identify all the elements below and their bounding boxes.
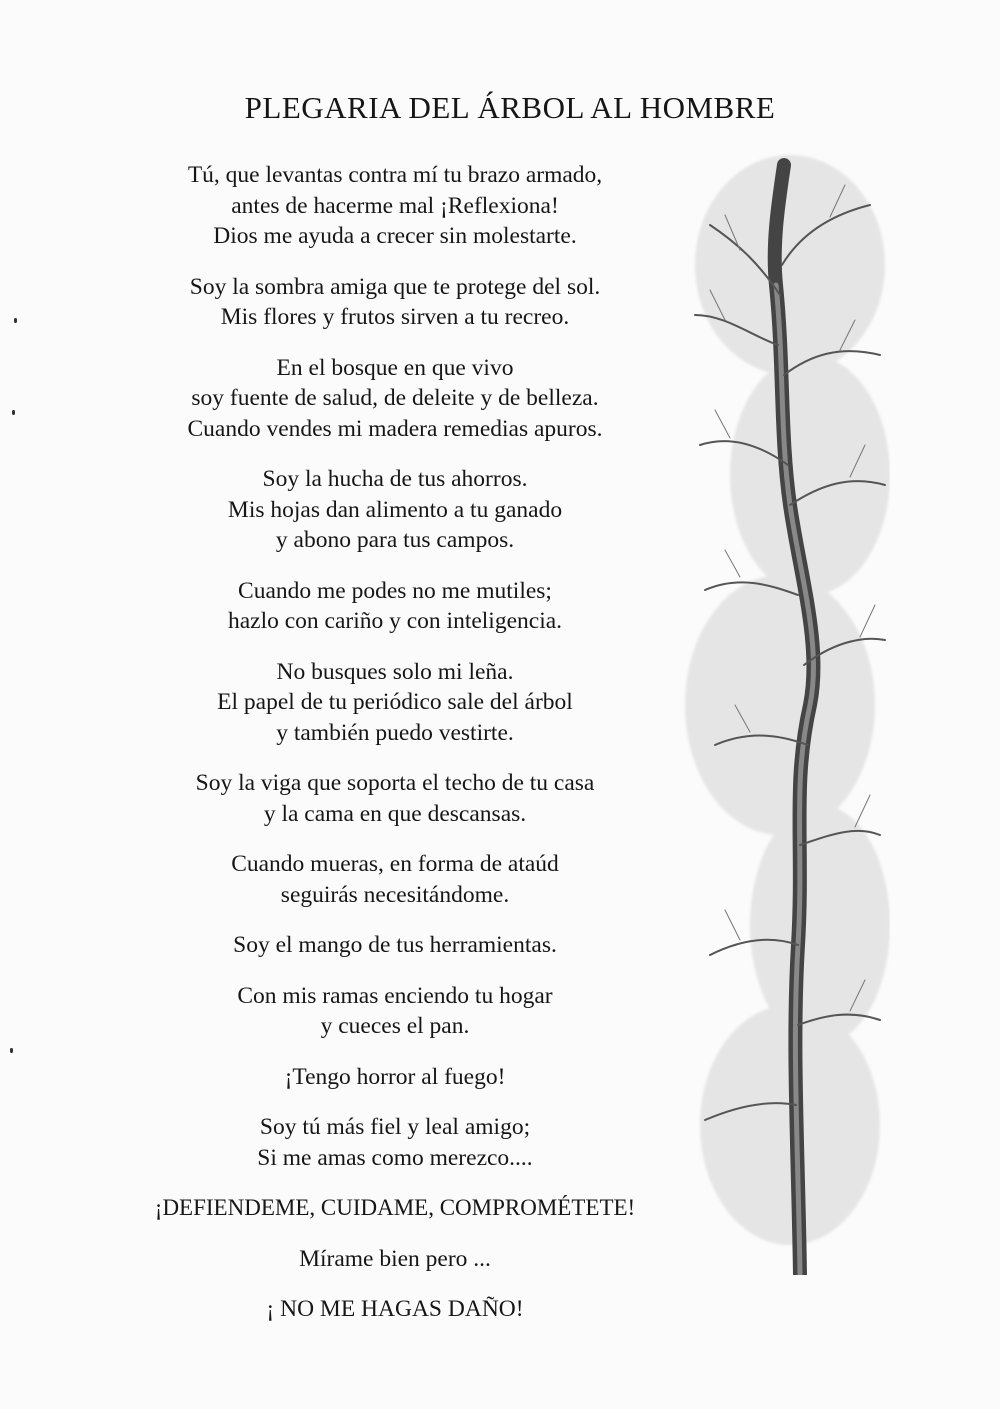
poem-line: Cuando vendes mi madera remedias apuros. [187,415,603,442]
stanza-6 [100,657,690,749]
poem-line: Soy la hucha de tus ahorros. [262,466,528,492]
stanza-10 [100,981,690,1042]
poem-line: Tú, que levantas contra mí tu brazo armado, [187,162,603,188]
stanza-9 [100,930,690,961]
speck [10,1048,13,1053]
stanza-15 [100,1294,690,1325]
poem-line: y también puedo vestirte. [276,719,514,746]
poem-line: Cuando mueras, en forma de ataúd [231,851,559,877]
poem-line: ¡Tengo horror al fuego! [284,1063,506,1090]
poem-line: Soy tú más fiel y leal amigo; [259,1114,531,1140]
poem-line: ¡DEFIENDEME, CUIDAME, COMPROMÉTETE! [154,1195,636,1220]
poem-line: antes de hacerme mal ¡Reflexiona! [231,192,559,219]
poem-line: Mis hojas dan alimento a tu ganado [227,496,563,523]
poem-line: Mis flores y frutos sirven a tu recreo. [220,304,570,330]
stanza-5 [100,576,690,637]
stanza-8 [100,849,690,910]
speck [14,318,17,323]
poem-line: y cueces el pan. [320,1013,470,1039]
stanza-14 [100,1244,690,1275]
stanza-7 [100,768,690,829]
stanza-4 [100,464,690,556]
poem-line: En el bosque en que vivo [276,354,514,381]
stanza-13 [100,1193,690,1224]
poem-line: Cuando me podes no me mutiles; [238,577,552,604]
poem-line: Soy la sombra amiga que te protege del sol. [189,273,601,300]
poem-line: El papel de tu periódico sale del árbol [217,689,573,715]
stanza-11 [100,1062,690,1093]
poem-line: hazlo con cariño y con inteligencia. [227,608,563,634]
tree-sketch-icon [680,145,890,1275]
poem-line: soy fuente de salud, de deleite y de belleza. [191,385,599,411]
poem-line: Soy la viga que soporta el techo de tu casa [195,770,595,796]
speck [12,410,15,415]
poem-line: seguirás necesitándome. [280,881,510,908]
poem-body [100,160,690,1345]
poem-line: Con mis ramas enciendo tu hogar [237,982,553,1009]
poem-line: ¡ NO ME HAGAS DAÑO! [266,1296,524,1322]
poem-line: Dios me ayuda a crecer sin molestarte. [213,223,577,249]
poem-line: Mírame bien pero ... [299,1245,491,1272]
stanza-2 [100,272,690,333]
poem-line: Soy el mango de tus herramientas. [233,932,557,958]
stanza-1 [100,160,690,252]
poem-line: y abono para tus campos. [275,527,515,553]
poem-line: No busques solo mi leña. [276,658,514,685]
page-title: PLEGARIA DEL ÁRBOL AL HOMBRE [244,90,776,125]
poem-line: Si me amas como merezco.... [257,1144,533,1171]
poem-line: y la cama en que descansas. [263,800,527,827]
stanza-12 [100,1112,690,1173]
stanza-3 [100,353,690,445]
